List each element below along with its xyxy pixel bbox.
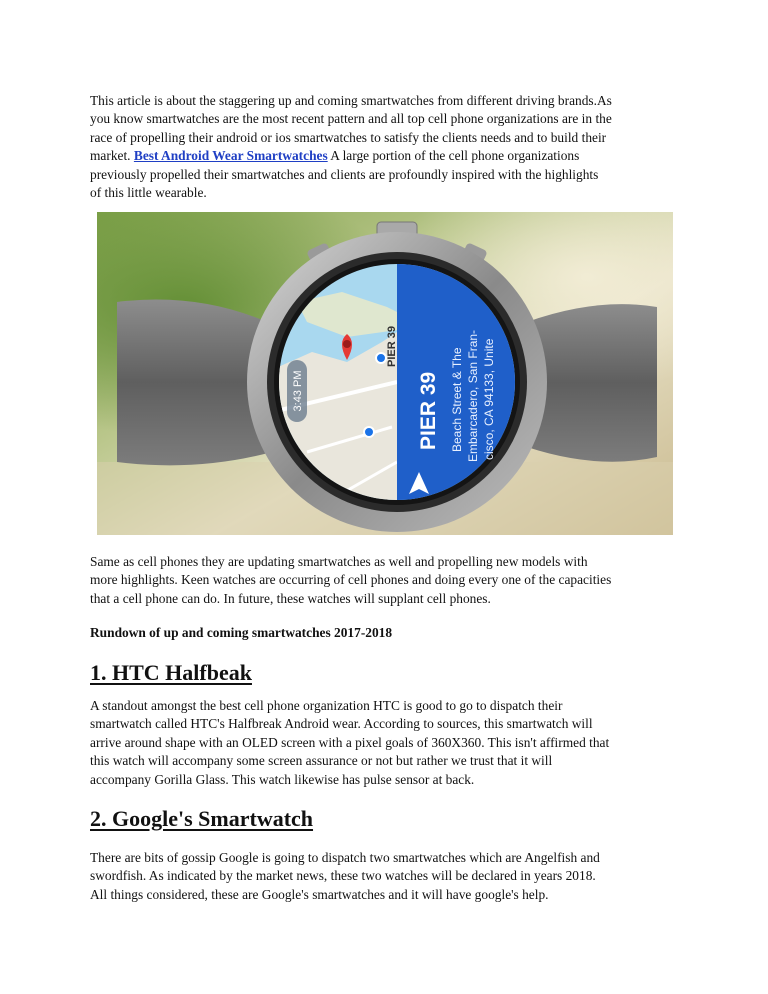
map-label: PIER 39 <box>386 326 398 367</box>
intro-line: previously propelled their smartwatches and clients are profoundly inspired with the highlights <box>90 166 599 182</box>
section-heading-google: 2. Google's Smartwatch <box>90 806 314 831</box>
location-dot-icon <box>376 353 386 363</box>
intro-line-start: market. <box>90 148 131 164</box>
watch-time: 3:43 PM <box>292 370 304 412</box>
panel-address-line: cisco, CA 94133, Unite <box>482 338 496 460</box>
paragraph-line: that a cell phone can do. In future, these watches will supplant cell phones. <box>90 590 491 606</box>
smartwatch-photo <box>97 212 673 535</box>
paragraph-line: All things considered, these are Google's smartwatches and it will have google's help. <box>90 886 549 902</box>
paragraph-line: swordfish. As indicated by the market news, these two watches will be declared in years 2018. <box>90 868 596 884</box>
google-paragraph <box>90 849 680 904</box>
paragraph-line: this watch will accompany some screen assurance or not but rather we trust that it will <box>90 753 553 769</box>
panel-address-line: Embarcadero, San Fran- <box>466 329 480 462</box>
paragraph-line: smartwatch called HTC's Halfbreak Android wear. According to sources, this smartwatch will <box>90 716 593 732</box>
intro-line: This article is about the staggering up and coming smartwatches from different driving brands.As <box>90 93 612 108</box>
paragraph-line: more highlights. Keen watches are occurring of cell phones and doing every one of the capacities <box>90 572 612 588</box>
intro-line: race of propelling their android or ios smartwatches to satisfy the clients needs and to build their <box>90 129 607 145</box>
paragraph-line: Same as cell phones they are updating smartwatches as well and propelling new models with <box>90 554 588 569</box>
intro-line: of this little wearable. <box>90 185 207 201</box>
panel-title: PIER 39 <box>417 371 440 450</box>
best-android-wear-link[interactable]: Best Android Wear Smartwatches <box>133 148 328 164</box>
paragraph-line: arrive around shape with an OLED screen with a pixel goals of 360X360. This isn't affirmed that <box>90 734 610 750</box>
htc-paragraph <box>90 697 680 789</box>
section-heading-htc: 1. HTC Halfbeak <box>90 660 252 685</box>
rundown-heading <box>90 624 680 642</box>
paragraph-line: accompany Gorilla Glass. This watch likewise has pulse sensor at back. <box>90 771 475 787</box>
rundown-heading-text: Rundown of up and coming smartwatches 2017-2018 <box>90 625 393 640</box>
intro-line-with-link <box>90 147 680 165</box>
intro-line: you know smartwatches are the most recent pattern and all top cell phone organizations are in the <box>90 111 612 127</box>
panel-address-line: Beach Street & The <box>450 347 464 452</box>
paragraph-line: A standout amongst the best cell phone organization HTC is good to go to dispatch their <box>90 698 563 713</box>
paragraph-line: There are bits of gossip Google is going to dispatch two smartwatches which are Angelfish and <box>90 850 600 865</box>
intro-line-end: A large portion of the cell phone organizations <box>330 148 580 164</box>
updates-paragraph <box>90 553 680 608</box>
time-pill <box>287 360 307 422</box>
intro-paragraph <box>90 92 680 202</box>
